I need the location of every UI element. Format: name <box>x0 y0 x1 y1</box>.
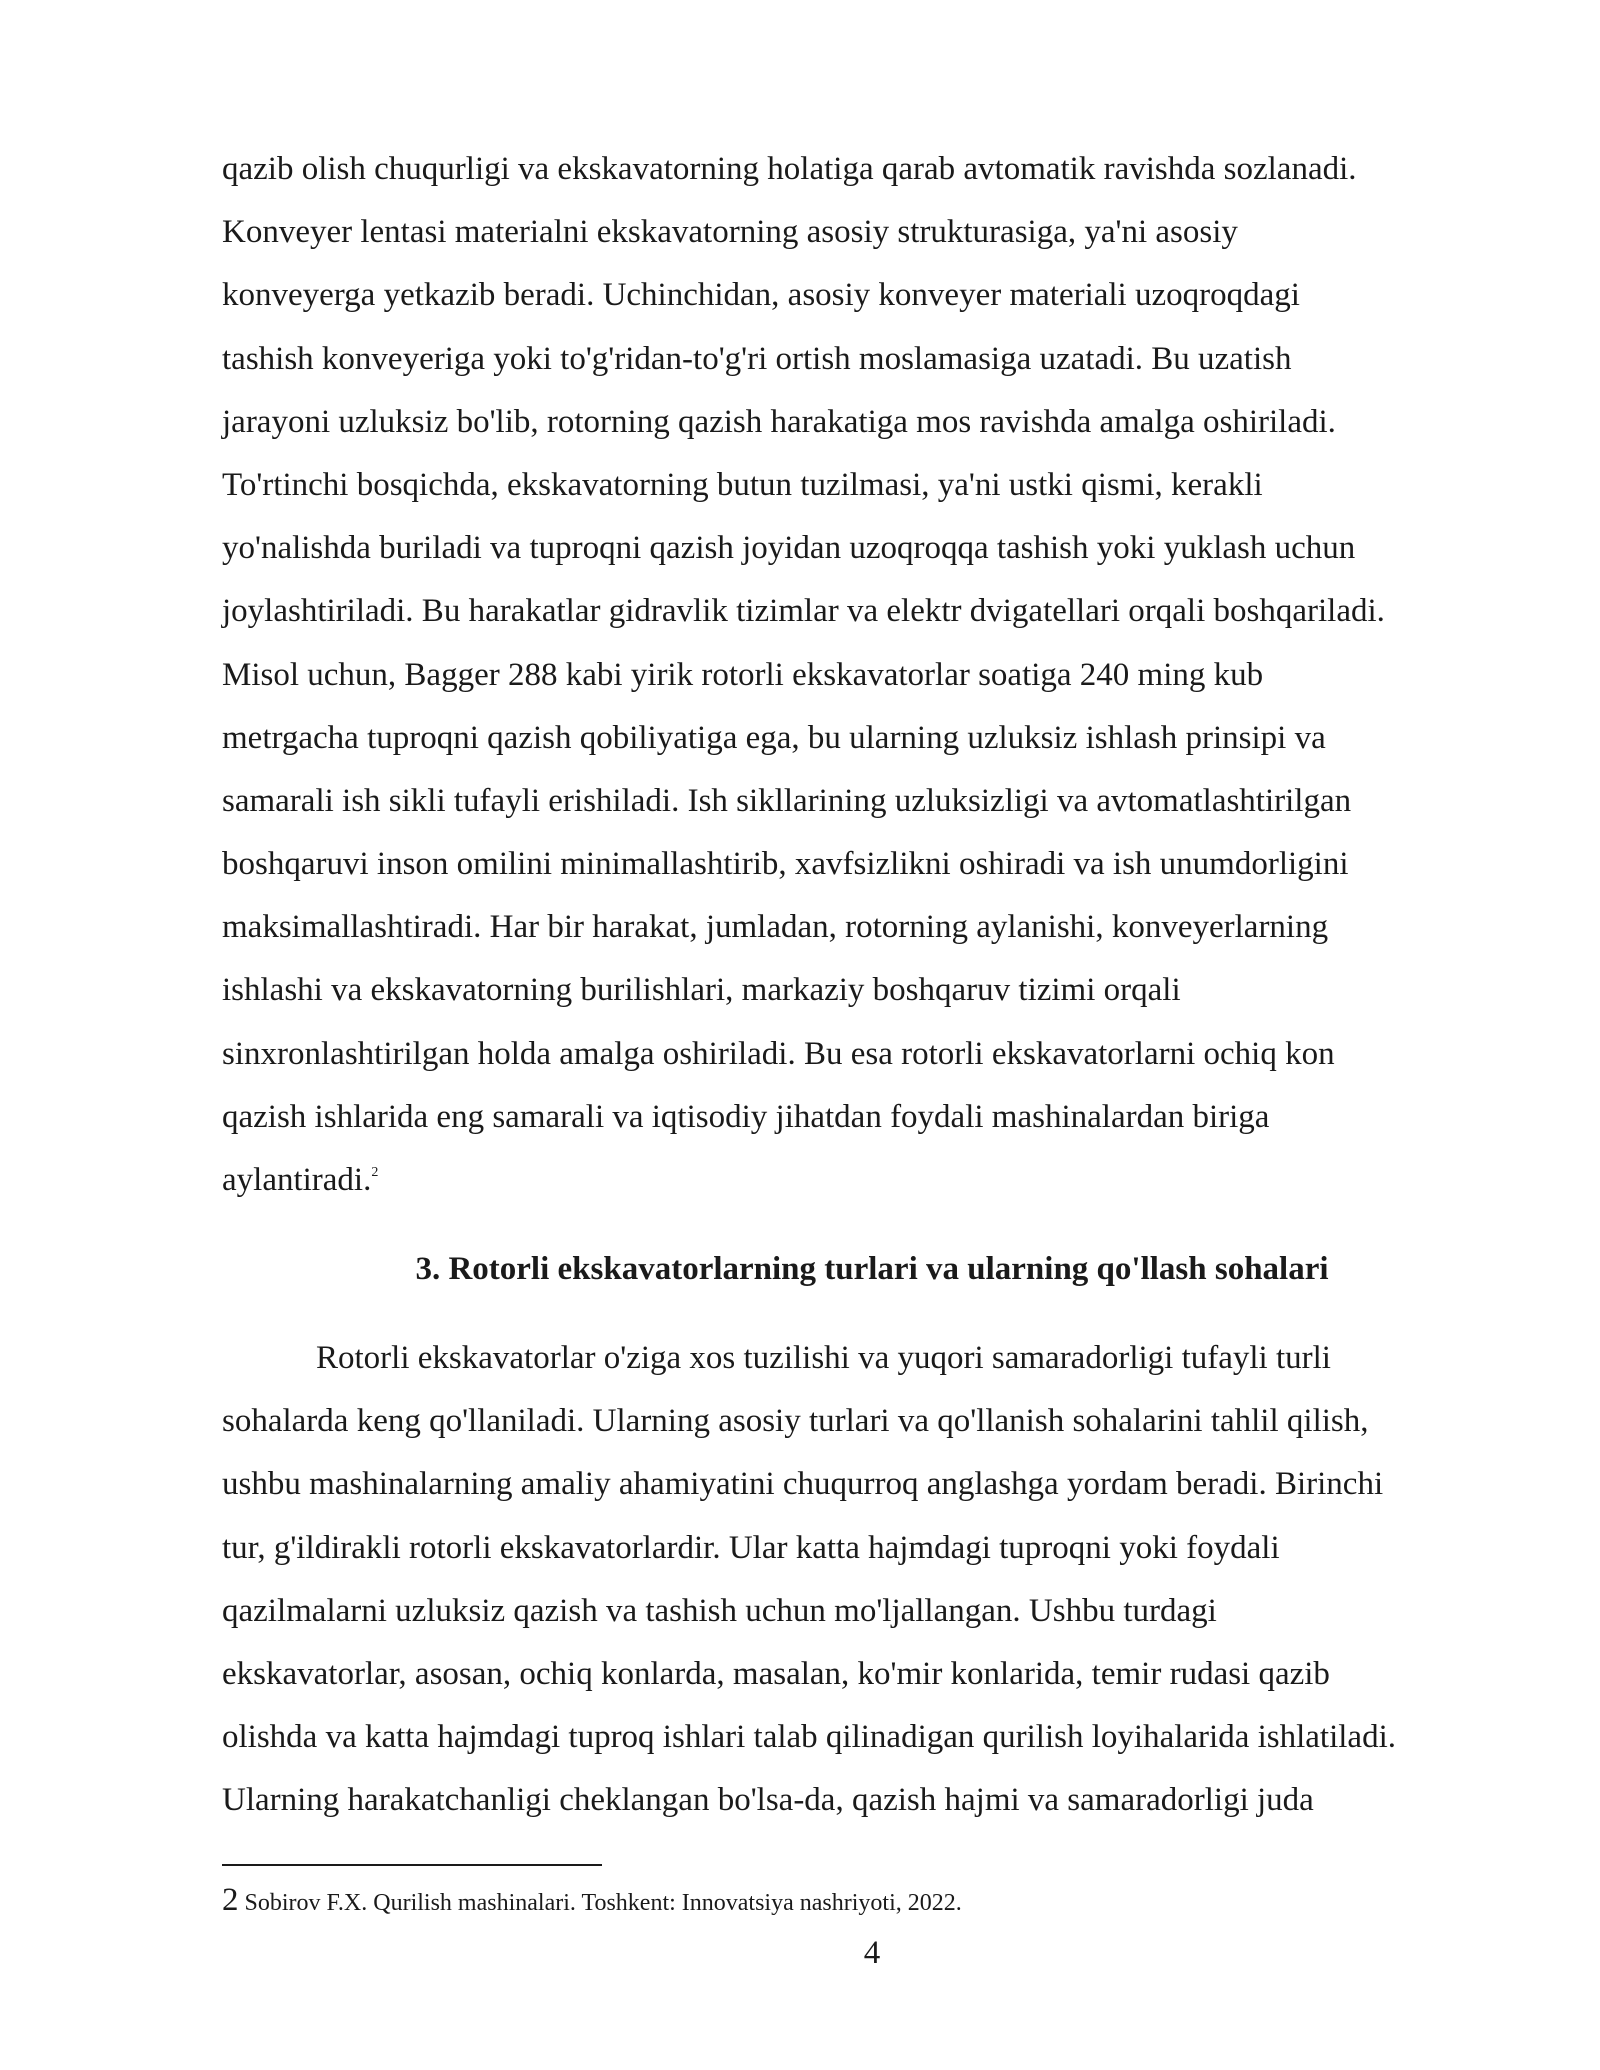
text-line-indented: Rotorli ekskavatorlar o'ziga xos tuzilishi va yuqori samaradorligi tufayli turli <box>316 1340 1331 1376</box>
text-line: qazish ishlarida eng samarali va iqtisodiy jihatdan foydali mashinalardan biriga <box>222 1098 1270 1135</box>
text-line: joylashtiriladi. Bu harakatlar gidravlik tizimlar va elektr dvigatellari orqali boshqariladi. <box>222 593 1385 630</box>
text-line: ishlashi va ekskavatorning burilishlari, markaziy boshqaruv tizimi orqali <box>222 972 1181 1009</box>
text-line: sinxronlashtirilgan holda amalga oshiriladi. Bu esa rotorli ekskavatorlarni ochiq kon <box>222 1035 1335 1072</box>
text-line: olishda va katta hajmdagi tuproq ishlari talab qilinadigan qurilish loyihalarida ishlatiladi. <box>222 1719 1396 1756</box>
text-line: ekskavatorlar, asosan, ochiq konlarda, masalan, ko'mir konlarida, temir rudasi qazib <box>222 1655 1330 1692</box>
body-paragraph-1 <box>222 138 1522 1212</box>
text-line: boshqaruvi inson omilini minimallashtirib, xavfsizlikni oshiradi va ish unumdorligini <box>222 846 1349 883</box>
text-line: yo'nalishda buriladi va tuproqni qazish joyidan uzoqroqqa tashish yoki yuklash uchun <box>222 530 1356 567</box>
text-line: Ularning harakatchanligi cheklangan bo'lsa-da, qazish hajmi va samaradorligi juda <box>222 1782 1314 1819</box>
text-line-last <box>222 1149 1522 1212</box>
text-line: sohalarda keng qo'llaniladi. Ularning asosiy turlari va qo'llanish sohalarini tahlil qilish, <box>222 1403 1369 1440</box>
text-line: tur, g'ildirakli rotorli ekskavatorlardir. Ular katta hajmdagi tuproqni yoki foydali <box>222 1529 1280 1566</box>
footnote <box>222 1880 1522 1923</box>
footnote-reference[interactable]: 2 <box>371 1165 379 1180</box>
text-line: konveyerga yetkazib beradi. Uchinchidan, asosiy konveyer materiali uzoqroqdagi <box>222 277 1300 314</box>
text-line: tashish konveyeriga yoki to'g'ridan-to'g'ri ortish moslamasiga uzatadi. Bu uzatish <box>222 340 1292 377</box>
text-line: qazilmalarni uzluksiz qazish va tashish uchun mo'ljallangan. Ushbu turdagi <box>222 1592 1217 1629</box>
section-heading: 3. Rotorli ekskavatorlarning turlari va ularning qo'llash sohalari <box>415 1251 1329 1287</box>
footnote-separator <box>222 1864 602 1866</box>
text-line: metrgacha tuproqni qazish qobiliyatiga ega, bu ularning uzluksiz ishlash prinsipi va <box>222 719 1326 756</box>
text-line: Konveyer lentasi materialni ekskavatorning asosiy strukturasiga, ya'ni asosiy <box>222 214 1238 251</box>
body-paragraph-2 <box>222 1327 1522 1833</box>
text-line: Misol uchun, Bagger 288 kabi yirik rotorli ekskavatorlar soatiga 240 ming kub <box>222 656 1264 693</box>
page-number: 4 <box>863 1935 881 1971</box>
text-line: ushbu mashinalarning amaliy ahamiyatini chuqurroq anglashga yordam beradi. Birinchi <box>222 1466 1384 1503</box>
text-line: maksimallashtiradi. Har bir harakat, jumladan, rotorning aylanishi, konveyerlarning <box>222 909 1329 946</box>
text-line-content: aylantiradi. <box>222 1162 372 1198</box>
footnote-number: 2 <box>222 1882 239 1918</box>
text-line: jarayoni uzluksiz bo'lib, rotorning qazish harakatiga mos ravishda amalga oshiriladi. <box>222 403 1336 440</box>
text-line: samarali ish sikli tufayli erishiladi. Ish sikllarining uzluksizligi va avtomatlashtirilgan <box>222 782 1352 819</box>
text-line: To'rtinchi bosqichda, ekskavatorning butun tuzilmasi, ya'ni ustki qismi, kerakli <box>222 466 1263 503</box>
footnote-text: Sobirov F.X. Qurilish mashinalari. Toshkent: Innovatsiya nashriyoti, 2022. <box>238 1890 962 1916</box>
text-line: qazib olish chuqurligi va ekskavatorning holatiga qarab avtomatik ravishda sozlanadi. <box>222 151 1357 187</box>
